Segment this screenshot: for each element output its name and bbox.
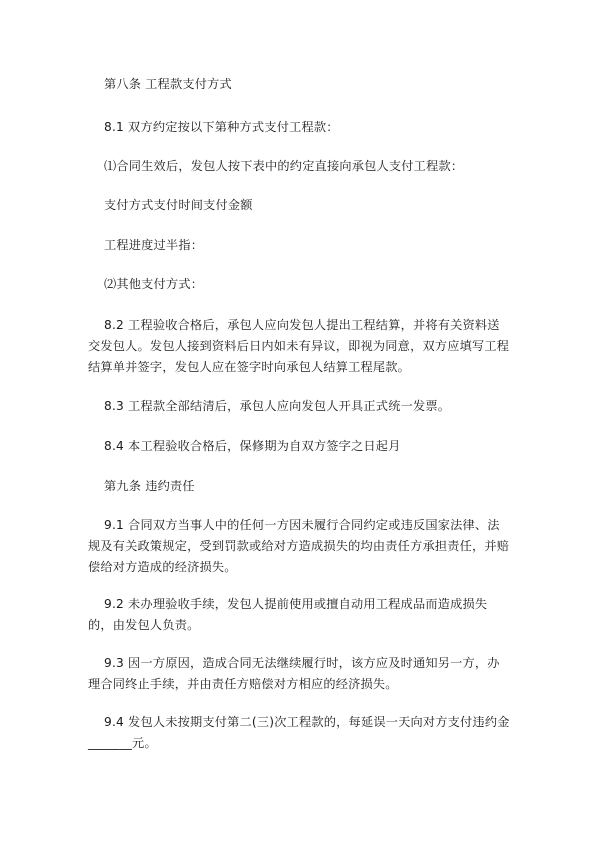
clause-9-4: 9.4 发包人未按期支付第二(三)次工程款的，每延误一天向对方支付违约金_______元。 (88, 715, 510, 750)
clause-9-1: 9.1 合同双方当事人中的任何一方因未履行合同约定或违反国家法律、法规及有关政策规定，受到罚款或给对方造成损失的均由责任方承担责任，并赔偿给对方造成的经济损失。 (88, 518, 510, 574)
article-9-heading: 第九条 违约责任 (104, 479, 195, 493)
clause-8-1-item-1: ⑴合同生效后，发包人按下表中的约定直接向承包人支付工程款： (104, 159, 464, 173)
clause-8-1: 8.1 双方约定按以下第种方式支付工程款： (104, 120, 339, 134)
payment-table-header: 支付方式支付时间支付金额 (104, 198, 253, 212)
clause-8-1-item-2: ⑵其他支付方式： (104, 277, 204, 291)
clause-8-3: 8.3 工程款全部结清后，承包人应向发包人开具正式统一发票。 (104, 399, 451, 413)
clause-8-4: 8.4 本工程验收合格后，保修期为自双方签字之日起月 (104, 439, 401, 453)
clause-9-3: 9.3 因一方原因，造成合同无法继续履行时，该方应及时通知另一方，办理合同终止手续，并由责任方赔偿对方相应的经济损失。 (88, 656, 500, 691)
progress-halfway-note: 工程进度过半指： (104, 238, 204, 252)
clause-9-2: 9.2 未办理验收手续，发包人提前使用或擅自动用工程成品而造成损失的，由发包人负责。 (88, 597, 488, 632)
clause-8-2: 8.2 工程验收合格后，承包人应向发包人提出工程结算，并将有关资料送交发包人。发包人接到资料后日内如未有异议，即视为同意，双方应填写工程结算单并签字，发包人应在签字时向承包人结算工程尾款。 (88, 318, 510, 374)
article-8-heading: 第八条 工程款支付方式 (104, 77, 232, 91)
